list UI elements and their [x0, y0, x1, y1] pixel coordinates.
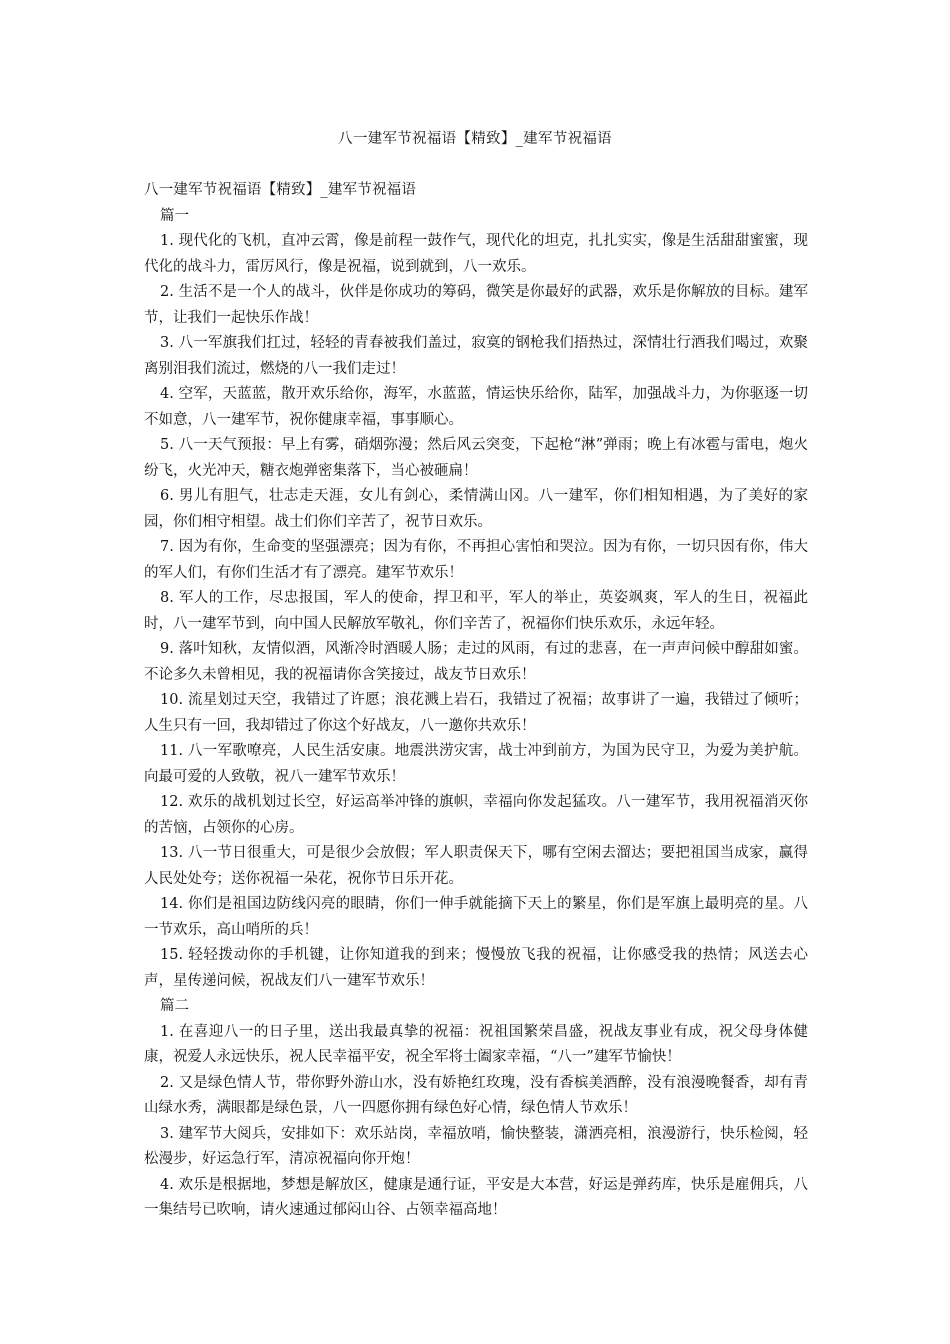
paragraph-item: 3. 八一军旗我们扛过，轻轻的青春被我们盖过，寂寞的钢枪我们捂热过，深情壮行酒我们喝过，欢聚离别泪我们流过，燃烧的八一我们走过！	[144, 335, 808, 377]
paragraph-item: 6. 男儿有胆气，壮志走天涯，女儿有剑心，柔情满山冈。八一建军，你们相知相遇，为了美好的家园，你们相守相望。战士们你们辛苦了，祝节日欢乐。	[144, 488, 808, 530]
paragraph-item: 11. 八一军歌嘹亮，人民生活安康。地震洪涝灾害，战士冲到前方，为国为民守卫，为爱为美护航。向最可爱的人致敬，祝八一建军节欢乐！	[144, 743, 808, 785]
paragraph-item: 2. 又是绿色情人节，带你野外游山水，没有娇艳红玫瑰，没有香槟美酒醉，没有浪漫晚餐香，却有青山绿水秀，满眼都是绿色景，八一四愿你拥有绿色好心情，绿色情人节欢乐！	[144, 1074, 808, 1116]
document-title: 八一建军节祝福语【精致】_建军节祝福语	[338, 131, 612, 147]
paragraph-item: 4. 欢乐是根据地，梦想是解放区，健康是通行证，平安是大本营，好运是弹药库，快乐是雇佣兵，八一集结号已吹响，请火速通过郁闷山谷、占领幸福高地！	[144, 1176, 808, 1218]
paragraph-item: 4. 空军，天蓝蓝，散开欢乐给你，海军，水蓝蓝，情运快乐给你，陆军，加强战斗力，为你驱逐一切不如意，八一建军节，祝你健康幸福，事事顺心。	[144, 386, 808, 428]
paragraph-item: 2. 生活不是一个人的战斗，伙伴是你成功的筹码，微笑是你最好的武器，欢乐是你解放的目标。建军节，让我们一起快乐作战！	[144, 284, 808, 326]
document-subtitle: 八一建军节祝福语【精致】_建军节祝福语	[144, 182, 417, 198]
document-body	[144, 178, 808, 1224]
paragraph-item: 13. 八一节日很重大，可是很少会放假；军人职责保天下，哪有空闲去溜达；要把祖国当成家，赢得人民处处夸；送你祝福一朵花，祝你节日乐开花。	[144, 845, 808, 887]
paragraph-item: 15. 轻轻拨动你的手机键，让你知道我的到来；慢慢放飞我的祝福，让你感受我的热情；风送去心声，星传递问候，祝战友们八一建军节欢乐！	[144, 947, 808, 989]
paragraph-item: 9. 落叶知秋，友情似酒，风渐冷时酒暖人肠；走过的风雨，有过的悲喜，在一声声问候中醇甜如蜜。不论多久未曾相见，我的祝福请你含笑接过，战友节日欢乐！	[144, 641, 808, 683]
paragraph-item: 1. 在喜迎八一的日子里，送出我最真挚的祝福：祝祖国繁荣昌盛，祝战友事业有成，祝父母身体健康，祝爱人永远快乐，祝人民幸福平安，祝全军将士阖家幸福，“八一”建军节愉快！	[144, 1023, 808, 1065]
paragraph-item: 5. 八一天气预报：早上有雾，硝烟弥漫；然后风云突变，下起枪“淋”弹雨；晚上有冰雹与雷电，炮火纷飞，火光冲天，糖衣炮弹密集落下，当心被砸扁！	[144, 437, 808, 479]
paragraph-item: 14. 你们是祖国边防线闪亮的眼睛，你们一伸手就能摘下天上的繁星，你们是军旗上最明亮的星。八一节欢乐，高山哨所的兵！	[144, 896, 808, 938]
section-2	[144, 994, 808, 1224]
section-label: 篇一	[160, 207, 189, 224]
paragraph-item: 10. 流星划过天空，我错过了许愿；浪花溅上岩石，我错过了祝福；故事讲了一遍，我错过了倾听；人生只有一回，我却错过了你这个好战友，八一邀你共欢乐！	[144, 692, 808, 734]
paragraph-item: 12. 欢乐的战机划过长空，好运高举冲锋的旗帜，幸福向你发起猛攻。八一建军节，我用祝福消灭你的苦恼，占领你的心房。	[144, 794, 808, 836]
paragraph-item: 1. 现代化的飞机，直冲云霄，像是前程一鼓作气，现代化的坦克，扎扎实实，像是生活甜甜蜜蜜，现代化的战斗力，雷厉风行，像是祝福，说到就到，八一欢乐。	[144, 233, 808, 275]
section-label: 篇二	[160, 998, 189, 1014]
section-1	[144, 204, 808, 995]
paragraph-item: 8. 军人的工作，尽忠报国，军人的使命，捍卫和平，军人的举止，英姿飒爽，军人的生日，祝福此时，八一建军节到，向中国人民解放军敬礼，你们辛苦了，祝福你们快乐欢乐，永远年轻。	[144, 590, 808, 632]
paragraph-item: 3. 建军节大阅兵，安排如下：欢乐站岗，幸福放哨，愉快整装，潇洒亮相，浪漫游行，快乐检阅，轻松漫步，好运急行军，清凉祝福向你开炮！	[144, 1125, 808, 1167]
paragraph-item: 7. 因为有你，生命变的坚强漂亮；因为有你，不再担心害怕和哭泣。因为有你，一切只因有你，伟大的军人们，有你们生活才有了漂亮。建军节欢乐！	[144, 539, 808, 581]
